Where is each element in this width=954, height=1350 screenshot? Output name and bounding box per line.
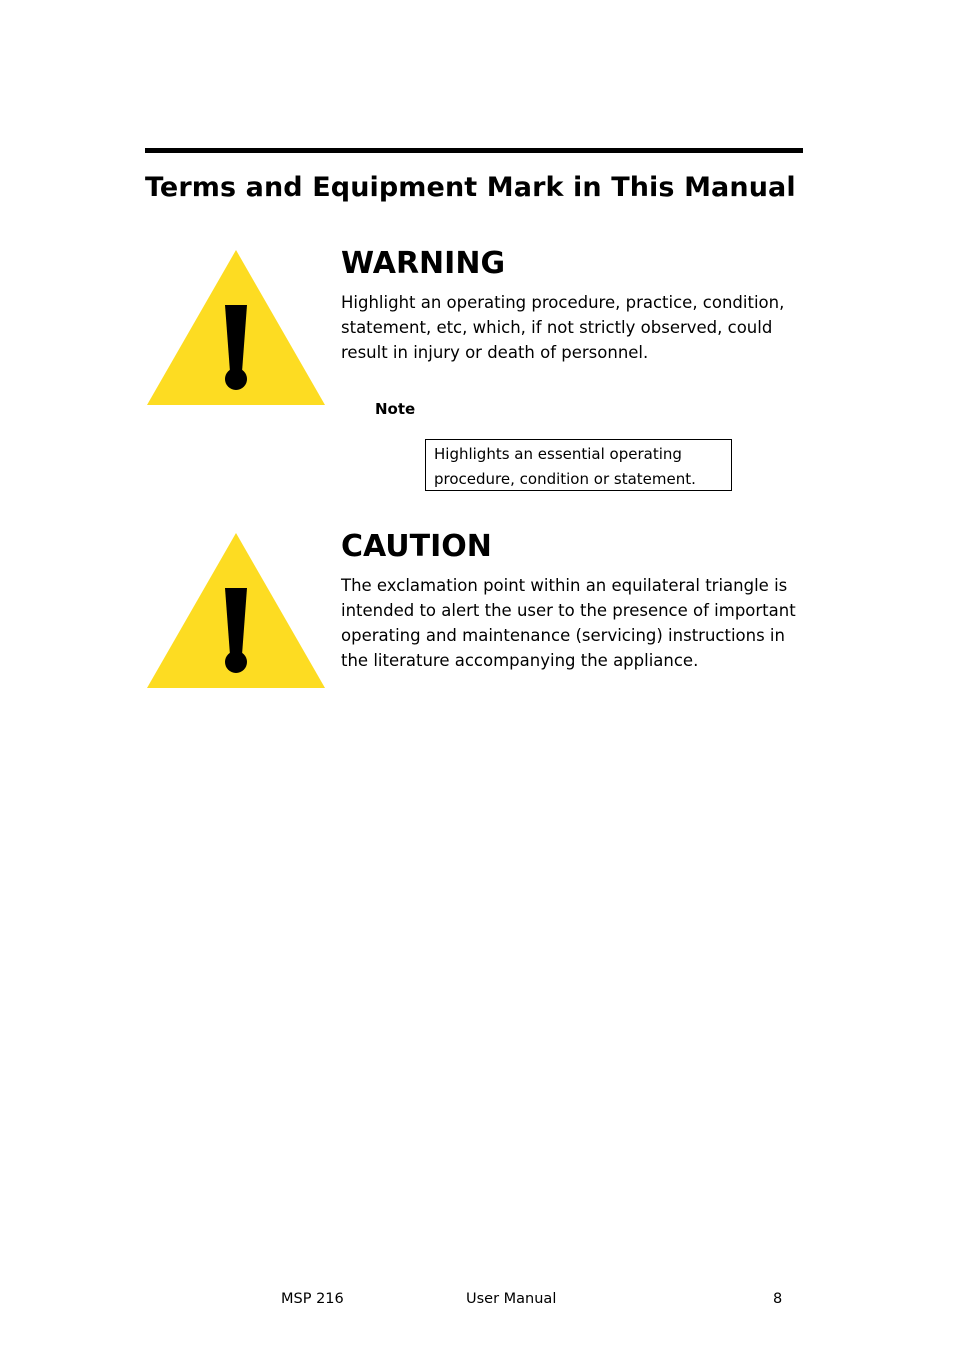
warning-description: Highlight an operating procedure, practice, condition, statement, etc, which, if not strictly observed, could result in injury or death of personnel. bbox=[341, 293, 785, 362]
note-box bbox=[425, 439, 732, 491]
note-label: Note bbox=[375, 400, 416, 418]
note-text: Highlights an essential operating procedure, condition or statement. bbox=[434, 445, 696, 488]
warning-heading: WARNING bbox=[341, 246, 506, 281]
title-rule bbox=[145, 148, 803, 153]
page-title: Terms and Equipment Mark in This Manual bbox=[145, 172, 796, 203]
warning-triangle-icon bbox=[145, 248, 327, 408]
footer-doc-title: User Manual bbox=[466, 1291, 557, 1307]
footer-product: MSP 216 bbox=[281, 1291, 344, 1307]
footer-page-number: 8 bbox=[773, 1291, 783, 1307]
caution-heading: CAUTION bbox=[341, 529, 492, 564]
caution-triangle-icon bbox=[145, 531, 327, 691]
caution-description: The exclamation point within an equilateral triangle is intended to alert the user to the presence of important operating and maintenance (servicing) instructions in the literature accompanying the appliance. bbox=[341, 576, 796, 670]
